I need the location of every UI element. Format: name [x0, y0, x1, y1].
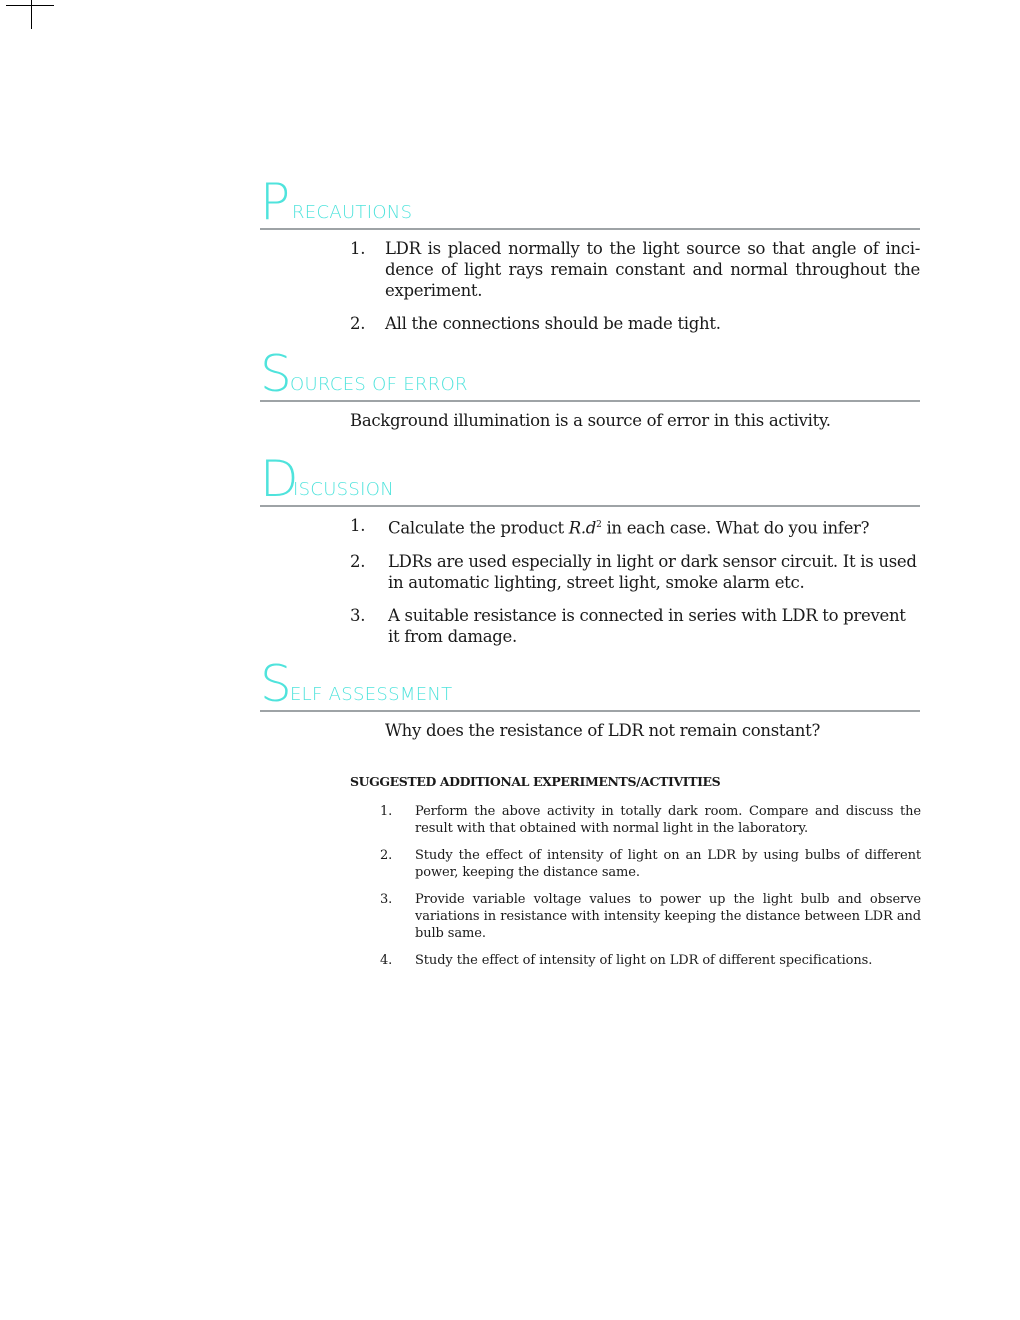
formula-italic: R.d — [568, 518, 597, 538]
section-discussion — [260, 450, 920, 659]
item-text: LDRs are used especially in light or dark sensor circuit. It is used in automatic lighting, street light, smoke alarm etc. — [388, 551, 917, 592]
item-number: 4. — [380, 953, 393, 968]
suggested-experiments-list — [380, 803, 921, 979]
heading-initial: D — [260, 450, 297, 508]
text-segment: Calculate the product — [388, 518, 569, 538]
heading-initial: P — [260, 173, 289, 231]
list-item — [350, 605, 920, 647]
section-self-assessment — [260, 655, 920, 741]
item-text: All the connections should be made tight. — [385, 314, 721, 333]
item-text — [388, 515, 920, 539]
precautions-list — [350, 238, 920, 334]
sources-of-error-text: Background illumination is a source of error in this activity. — [350, 411, 831, 430]
crop-mark-horizontal — [6, 5, 54, 6]
heading-text: RECAUTIONS — [292, 202, 413, 223]
heading-initial: S — [260, 655, 290, 713]
heading-text: ISCUSSION — [293, 479, 394, 500]
section-heading-discussion — [260, 450, 920, 508]
text-segment: in each case. What do you infer? — [601, 518, 870, 538]
suggested-experiments-title: SUGGESTED ADDITIONAL EXPERIMENTS/ACTIVITIES — [350, 774, 721, 789]
item-number: 3. — [350, 605, 366, 625]
section-heading-precautions — [260, 173, 920, 231]
item-number: 2. — [350, 551, 366, 571]
item-text: A suitable resistance is connected in series with LDR to prevent it from damage. — [388, 605, 906, 646]
section-heading-sources-of-error — [260, 345, 920, 403]
list-item — [350, 238, 920, 301]
heading-text: ELF ASSESSMENT — [290, 684, 453, 705]
section-sources-of-error — [260, 345, 920, 431]
item-text: Study the effect of intensity of light on LDR of different specifications. — [415, 953, 873, 968]
item-number: 1. — [350, 516, 366, 535]
section-heading-self-assessment — [260, 655, 920, 713]
item-text: Study the effect of intensity of light on an LDR by using bulbs of different power, keeping the distance same. — [415, 848, 921, 880]
discussion-list — [350, 515, 920, 647]
item-number: 3. — [380, 892, 393, 907]
heading-text: OURCES OF ERROR — [290, 374, 468, 395]
item-number: 2. — [350, 314, 366, 333]
section-precautions — [260, 173, 920, 346]
list-item — [380, 891, 921, 942]
list-item — [380, 847, 921, 881]
item-text: Perform the above activity in totally dark room. Compare and discuss the result with that obtained with normal light in the laboratory. — [415, 804, 921, 836]
list-item — [380, 952, 921, 969]
crop-mark-vertical — [31, 0, 32, 29]
item-text: Provide variable voltage values to power up the light bulb and observe variations in resistance with intensity keeping the distance between LDR and bulb same. — [415, 892, 921, 941]
item-text: LDR is placed normally to the light source so that angle of inci-dence of light rays remain constant and normal throughout the experiment. — [385, 239, 920, 300]
item-number: 2. — [380, 848, 393, 863]
list-item — [380, 803, 921, 837]
item-number: 1. — [380, 804, 393, 819]
heading-initial: S — [260, 345, 290, 403]
formula-superscript: 2 — [596, 520, 602, 530]
self-assessment-question: Why does the resistance of LDR not remain constant? — [385, 721, 821, 740]
list-item — [350, 515, 920, 539]
list-item — [350, 551, 920, 593]
list-item — [350, 313, 920, 334]
item-number: 1. — [350, 239, 366, 258]
